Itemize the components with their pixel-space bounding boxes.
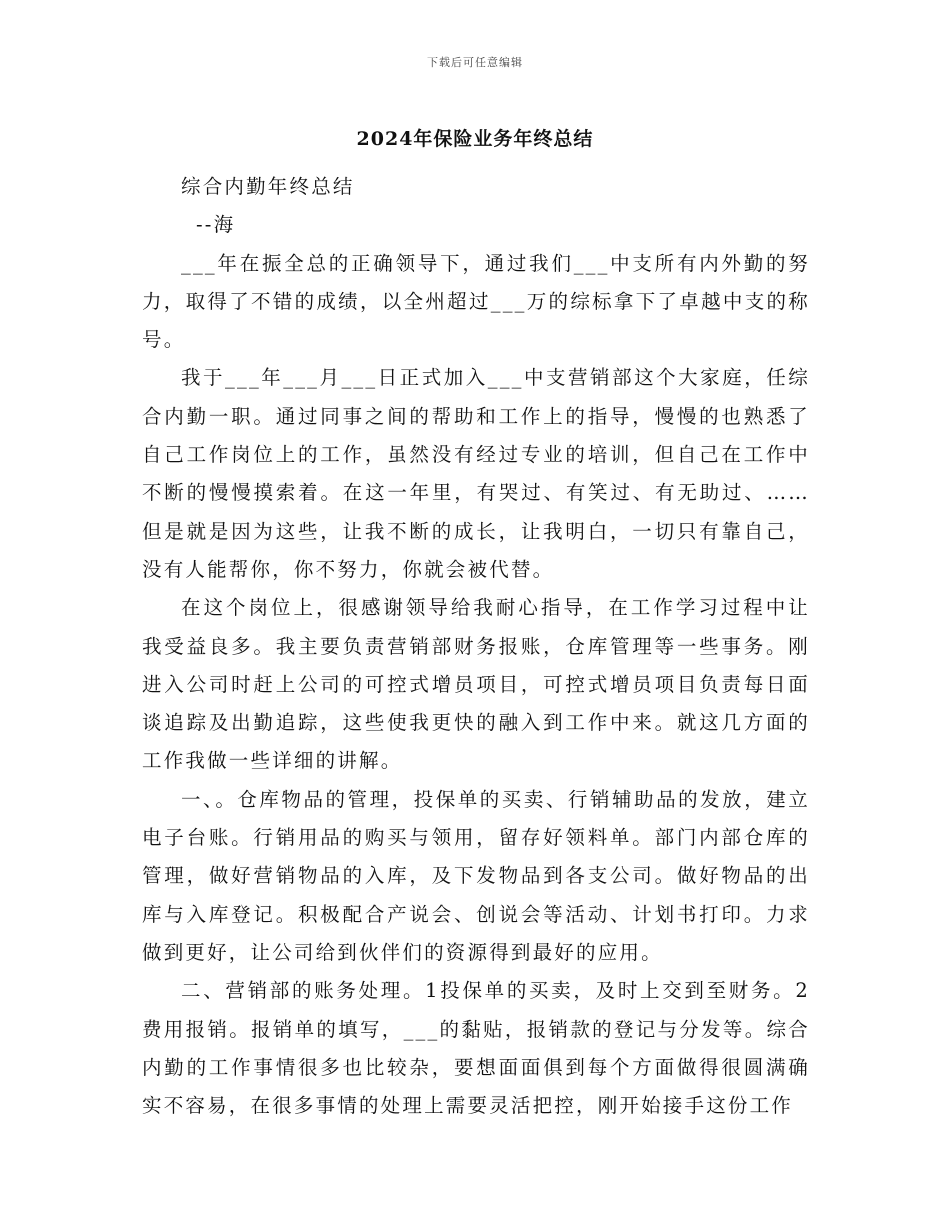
paragraph-4: 一、。仓库物品的管理，投保单的买卖、行销辅助品的发放，建立电子台账。行销用品的购买与领用，留存好领料单。部门内部仓库的管理，做好营销物品的入库，及下发物品到各支公司。做好物品的出库与入库登记。积极配合产说会、创说会等活动、计划书打印。力求做到更好，让公司给到伙伴们的资源得到最好的应用。 xyxy=(142,787,810,964)
author: --海 xyxy=(196,213,236,237)
document-title: 2024年保险业务年终总结 xyxy=(356,128,594,150)
subtitle: 综合内勤年终总结 xyxy=(181,175,355,198)
paragraph-1: ___年在振全总的正确领导下，通过我们___中支所有内外勤的努力，取得了不错的成绩，以全州超过___万的综标拿下了卓越中支的称号。 xyxy=(142,251,810,352)
paragraph-2: 我于___年___月___日正式加入___中支营销部这个大家庭，任综合内勤一职。通过同事之间的帮助和工作上的指导，慢慢的也熟悉了自己工作岗位上的工作，虽然没有经过专业的培训，但自己在工作中不断的慢慢摸索着。在这一年里，有哭过、有笑过、有无助过、……但是就是因为这些，让我不断的成长，让我明白，一切只有靠自己，没有人能帮你，你不努力，你就会被代替。 xyxy=(142,366,810,581)
paragraph-3: 在这个岗位上，很感谢领导给我耐心指导，在工作学习过程中让我受益良多。我主要负责营销部财务报账，仓库管理等一些事务。刚进入公司时赶上公司的可控式增员项目，可控式增员项目负责每日面谈追踪及出勤追踪，这些使我更快的融入到工作中来。就这几方面的工作我做一些详细的讲解。 xyxy=(142,596,810,773)
header-note: 下载后可任意编辑 xyxy=(427,56,523,69)
paragraph-5: 二、营销部的账务处理。1投保单的买卖，及时上交到至财务。2费用报销。报销单的填写，___的黏贴，报销款的登记与分发等。综合内勤的工作事情很多也比较杂，要想面面俱到每个方面做得很圆满确实不容易，在很多事情的处理上需要灵活把控，刚开始接手这份工作 xyxy=(142,979,810,1118)
document-body xyxy=(142,168,810,1125)
